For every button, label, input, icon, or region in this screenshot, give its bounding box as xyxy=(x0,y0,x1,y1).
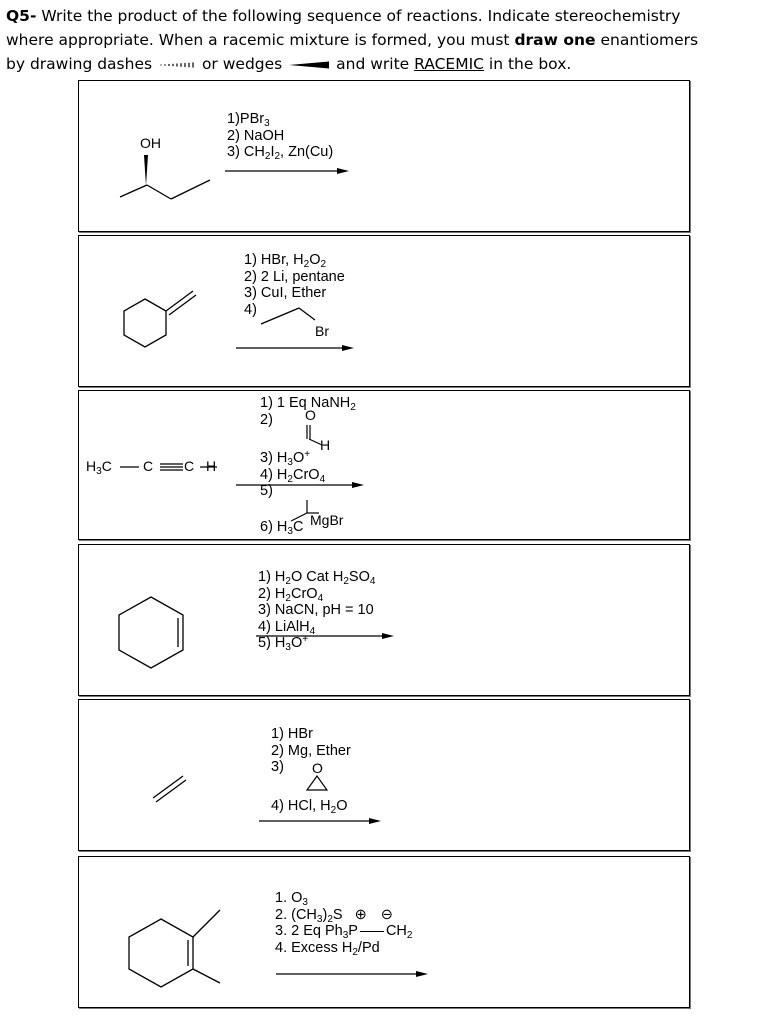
reagents-3c: 6) $H_3C$ xyxy=(260,519,304,537)
reagents-4: 1) $H_2O$ Cat $H_2SO_4$ 2) $H_2CrO_4$ 3) NaCN, pH = 10 4) LiAlH$_4$ 5) $H_3O^+$ xyxy=(258,569,376,653)
bromine-label: Br xyxy=(315,323,329,339)
epoxide-oxygen: O xyxy=(312,760,323,776)
reaction-box-4 xyxy=(78,544,690,696)
reagents-1: 1)PBr$_3$ 2) NaOH 3) $CH_2I_2$, Zn(Cu) xyxy=(227,111,334,162)
cyclohexene-structure xyxy=(107,585,197,685)
dimethylcyclohexene-structure xyxy=(117,897,237,992)
ethene-structure xyxy=(149,772,189,802)
reaction-box-3: $H_3C$ C C H 1) 1 Eq NaNH$_2$ 2) O H 3) $H_3O^+$ 4) $H_2CrO_4$ 5) 6) $H_3C$ MgBr xyxy=(78,390,690,540)
reaction-arrow-2 xyxy=(236,344,354,352)
negative-charge-icon: ⊖ xyxy=(380,906,393,923)
butanol-structure xyxy=(109,141,229,211)
hydroxyl-label: OH xyxy=(140,135,161,151)
methylenecyclohexane-structure xyxy=(107,288,217,378)
reaction-box-2 xyxy=(78,235,690,387)
question-header xyxy=(6,4,764,76)
reagents-2: 1) HBr, $H_2O_2$ 2) 2 Li, pentane 3) CuI, Ether 4) xyxy=(244,252,345,318)
reagents-3a: 1) 1 Eq NaNH$_2$ 2) xyxy=(260,395,356,428)
header-line-1: Q5- Write the product of the following sequence of reactions. Indicate stereochemistry xyxy=(6,7,681,25)
reaction-arrow-6 xyxy=(276,970,428,978)
reaction-box-5 xyxy=(78,699,690,851)
reagents-6: 1. $O_3$ 2. $(CH_3)_2S$ ⊕ ⊖ 3. 2 Eq $Ph_3P$ $CH_2$ 4. Excess $H_2/Pd$ xyxy=(275,890,413,958)
reaction-arrow-1 xyxy=(225,167,349,175)
ethylene-oxide-structure xyxy=(305,774,335,794)
reaction-arrow-3 xyxy=(236,481,364,489)
reagents-3b: 3) $H_3O^+$ 4) $H_2CrO_4$ 5) xyxy=(260,449,326,499)
propyne-structure: $H_3C$ xyxy=(86,458,112,477)
reagents-5: 1) HBr 2) Mg, Ether 3) xyxy=(271,726,351,775)
reaction-arrow-5 xyxy=(259,817,381,825)
formaldehyde-structure xyxy=(294,423,344,453)
dash-sample-icon xyxy=(157,60,197,70)
reagents-5b: 4) HCl, $H_2O$ xyxy=(271,798,348,816)
header-line-2: where appropriate. When a racemic mixture is formed, you must draw one enantiomers xyxy=(6,31,699,49)
reaction-box-6 xyxy=(78,856,690,1008)
aldehyde-oxygen: O xyxy=(305,407,316,423)
header-line-3: by drawing dashes or wedges and write RACEMIC in the box. xyxy=(6,55,572,73)
reaction-box-1 xyxy=(78,80,690,232)
question-label: Q5- xyxy=(6,7,37,25)
reaction-arrow-4 xyxy=(256,632,394,640)
positive-charge-icon: ⊕ xyxy=(354,906,367,923)
wedge-sample-icon xyxy=(287,60,331,70)
